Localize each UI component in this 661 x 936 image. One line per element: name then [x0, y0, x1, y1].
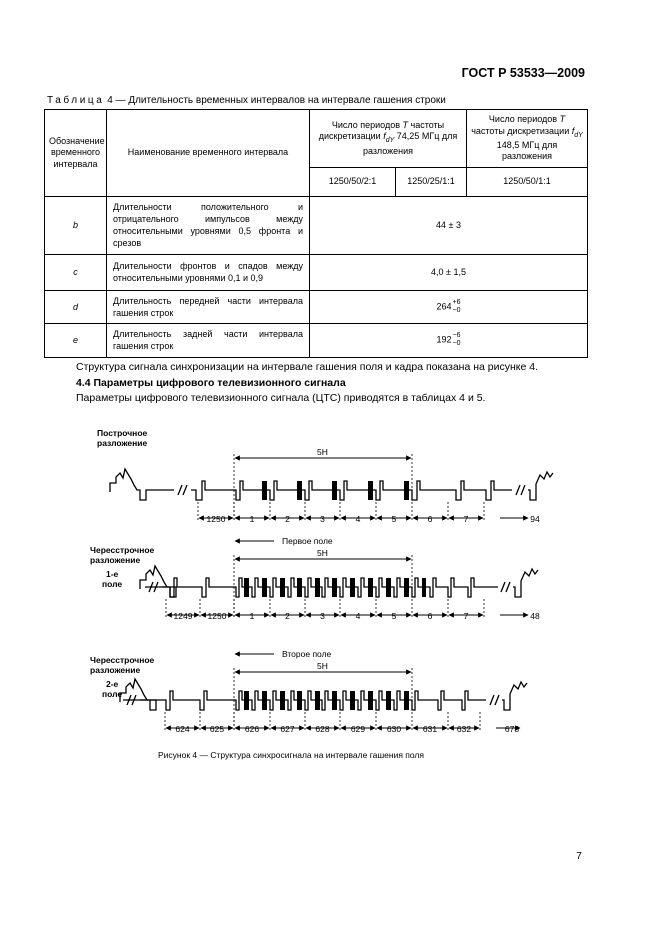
row-name: Длительность передней части интервала гашения строк — [107, 290, 310, 323]
equalizing-pulse — [280, 691, 285, 710]
signal-sync — [140, 691, 486, 710]
line-number-label: 5 — [391, 611, 397, 621]
line-number-label: 3 — [320, 514, 325, 524]
document-standard-code: ГОСТ Р 53533—2009 — [461, 66, 585, 80]
equalizing-pulse — [386, 691, 391, 710]
signal-trailing — [513, 569, 538, 597]
header-group-148-T: T — [559, 114, 566, 125]
equalizing-pulse — [315, 691, 320, 710]
break-mark — [516, 485, 520, 495]
section-heading-4-4: 4.4 Параметры цифрового телевизионного сигнала — [76, 377, 346, 389]
equalizing-pulse — [297, 578, 302, 597]
span-label: 5H — [317, 661, 328, 671]
equalizing-pulse — [280, 578, 285, 597]
signal-sync — [162, 578, 498, 597]
signal-sync — [191, 481, 512, 500]
span-label: 5H — [317, 548, 328, 558]
row-designation: d — [45, 290, 107, 323]
equalizing-pulse — [422, 578, 426, 597]
tolerance-lower: −0 — [452, 340, 461, 348]
equalizing-pulse — [368, 691, 373, 710]
header-sub-2: 1250/25/1:1 — [396, 168, 467, 197]
equalizing-pulse — [262, 578, 267, 597]
equalizing-pulse — [386, 578, 391, 597]
break-mark — [495, 695, 499, 705]
paragraph-figure-reference: Структура сигнала синхронизации на интервале гашения поля и кадра показана на рисунке 4. — [76, 361, 539, 373]
header-group-74-f: f — [383, 131, 386, 142]
line-number-label: 3 — [320, 611, 325, 621]
header-name: Наименование временного интервала — [107, 110, 310, 197]
equalizing-pulse — [350, 691, 355, 710]
line-number-label: 4 — [355, 611, 361, 621]
scan-type-label: разложение — [90, 665, 141, 675]
equalizing-pulse — [404, 578, 409, 597]
line-number-label: 630 — [386, 724, 402, 734]
scan-type-label: Чересстрочное — [90, 655, 155, 665]
row-value-main: 264 — [436, 301, 452, 312]
line-number-label: 2 — [285, 514, 290, 524]
scan-type-label: разложение — [97, 438, 148, 448]
break-mark — [506, 582, 510, 592]
line-number-label: 624 — [175, 724, 190, 734]
line-number-label: 94 — [530, 514, 540, 524]
row-name: Длительности фронтов и спадов между относительными уровнями 0,1 и 0,9 — [107, 254, 310, 290]
equalizing-pulse — [297, 691, 302, 710]
header-sub-3: 1250/50/1:1 — [467, 168, 588, 197]
page-number: 7 — [576, 850, 582, 862]
break-mark — [490, 695, 494, 705]
equalizing-pulse — [244, 691, 249, 710]
equalizing-pulse — [350, 578, 355, 597]
table-caption-word: Таблица — [47, 95, 105, 106]
line-number-label: 6 — [427, 514, 433, 524]
field-label: Второе поле — [282, 649, 332, 659]
field-number-label: 2-е — [106, 679, 119, 689]
row-value: 4,0 ± 1,5 — [310, 254, 588, 290]
line-number-label: 1 — [249, 514, 255, 524]
header-group-74-sub: dY — [385, 137, 395, 145]
row-value-main: 192 — [436, 334, 452, 345]
equalizing-pulse — [368, 578, 373, 597]
line-number-label: 7 — [463, 611, 469, 621]
row-name: Длительности положительного и отрицательного импульсов между относительными уровнями 0,5 фронта и срезов — [107, 197, 310, 255]
line-number-label: 6 — [427, 611, 433, 621]
break-mark — [501, 582, 505, 592]
equalizing-pulse — [332, 578, 337, 597]
tolerance-upper: +6 — [452, 298, 461, 306]
equalizing-pulse — [262, 691, 267, 710]
row-name: Длительность задней части интервала гашения строк — [107, 323, 310, 357]
equalizing-pulse — [368, 481, 373, 500]
line-number-label: 625 — [209, 724, 225, 734]
header-group-148-suffix: 148,5 МГц для разложения — [496, 140, 558, 162]
figure-caption: Рисунок 4 — Структура синхросигнала на интервале гашения поля — [158, 750, 424, 760]
line-number-label: 626 — [244, 724, 260, 734]
signal-leading — [120, 679, 156, 710]
break-mark — [521, 485, 525, 495]
equalizing-pulse — [332, 481, 337, 500]
line-number-label: 629 — [350, 724, 366, 734]
break-mark — [178, 485, 182, 495]
header-group-148-prefix: Число периодов — [488, 114, 558, 125]
table-caption-text: 4 — Длительность временных интервалов на интервале гашения строки — [107, 95, 446, 106]
line-number-label: 7 — [463, 514, 469, 524]
equalizing-pulse — [262, 481, 267, 500]
line-number-label: 1249 — [173, 611, 193, 621]
scan-type-label: Построчное — [97, 428, 148, 438]
scan-type-label: разложение — [90, 555, 141, 565]
header-group-74-prefix: Число периодов — [331, 119, 400, 130]
header-group-148-sub: dY — [574, 131, 583, 139]
tolerance-upper: −6 — [452, 332, 461, 340]
equalizing-pulse — [332, 691, 337, 710]
row-designation: b — [45, 197, 107, 255]
row-designation: c — [45, 254, 107, 290]
line-number-label: 5 — [391, 514, 397, 524]
line-number-label: 678 — [504, 724, 520, 734]
line-number-label: 631 — [422, 724, 438, 734]
header-group-74-mid: частоты дискретизации — [318, 119, 445, 142]
line-number-label: 627 — [280, 724, 295, 734]
header-designation: Обозначение временного интервала — [45, 110, 107, 197]
span-label: 5H — [317, 447, 328, 457]
line-number-label: 2 — [285, 611, 290, 621]
header-group-74-suffix: 74,25 МГц для разложения — [362, 131, 458, 156]
field-number-label: поле — [102, 689, 123, 699]
line-number-label: 4 — [355, 514, 361, 524]
equalizing-pulse — [315, 578, 320, 597]
signal-trailing — [528, 472, 553, 500]
equalizing-pulse — [244, 578, 249, 597]
field-label: Первое поле — [282, 536, 333, 546]
scan-type-label: Чересстрочное — [90, 545, 155, 555]
header-group-74-T: T — [402, 119, 409, 130]
header-group-148-f: f — [571, 125, 575, 136]
line-number-label: 1 — [249, 611, 255, 621]
line-number-label: 1250 — [206, 514, 226, 524]
paragraph-parameters: Параметры цифрового телевизионного сигнала (ЦТС) приводятся в таблицах 4 и 5. — [76, 392, 486, 404]
equalizing-pulse — [297, 481, 302, 500]
header-sub-1: 1250/50/2:1 — [310, 168, 396, 197]
line-number-label: 48 — [530, 611, 540, 621]
line-number-label: 632 — [456, 724, 472, 734]
equalizing-pulse — [404, 691, 409, 710]
header-group-148-mid: частоты дискретизации — [471, 125, 570, 136]
line-number-label: 1250 — [207, 611, 227, 621]
tolerance-lower: −0 — [452, 306, 461, 314]
signal-leading — [110, 469, 174, 500]
break-mark — [183, 485, 187, 495]
equalizing-pulse — [404, 481, 409, 500]
row-value: 44 ± 3 — [310, 197, 588, 255]
signal-trailing — [502, 682, 527, 710]
field-number-label: 1-е — [106, 569, 119, 579]
field-number-label: поле — [102, 579, 123, 589]
line-number-label: 628 — [315, 724, 330, 734]
row-designation: e — [45, 323, 107, 357]
